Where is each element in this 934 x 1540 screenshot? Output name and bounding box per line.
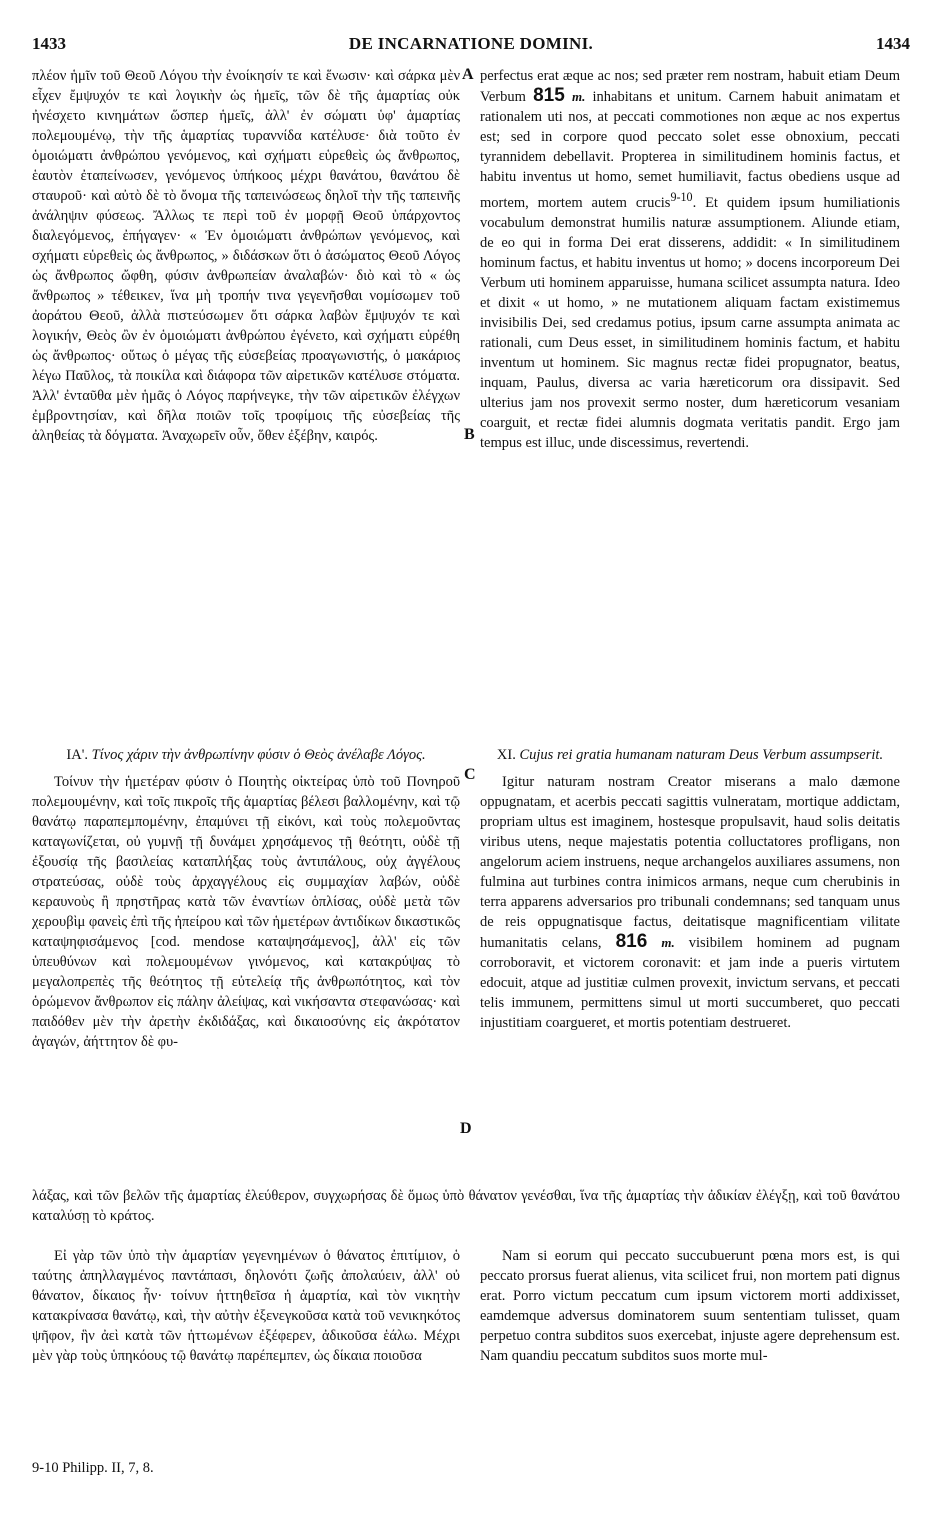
column-number-marker: 816 <box>615 931 648 952</box>
column-number-suffix: m. <box>571 89 586 104</box>
greek-column-section-1 <box>32 66 460 446</box>
latin-column-section-1 <box>480 66 900 453</box>
greek-paragraph: Τοίνυν τὴν ἡμετέραν φύσιν ὁ Ποιητὴς οἰκτείρας ὑπὸ τοῦ Πονηροῦ πολεμουμένην, καὶ τοῖς πικροῖς τῆς ἁμαρτίας βέλεσι βαλλομένην, καὶ τῷ θανάτῳ παραπεμπομένην, ἐπαμύνει τῇ εἰκόνι, καὶ τοὺς πολεμοῦντας καταγωνίζεται, οὐ γυμνῇ τῇ δυνάμει χρησάμενος τῇ θεότητι, οὐδὲ τῇ ἐξουσίᾳ τῆς βασιλείας καταπλήξας τοὺς ἀντιπάλους, οὐχ ἀγγέλους στρατεύσας, οὐδὲ τοὺς ἀρχαγγέλους εἰς συμμαχίαν λαβών, οὐδὲ κεραυνοὺς ἢ πρηστῆρας κατὰ τῶν ἐναντίων ὁπλίσας, οὐδὲ μετὰ τῶν χερουβὶμ φανεὶς ἐπὶ τῆς ἠπείρου καὶ τῶν ἡμετέρων ἀντιδίκων δικαστικῶς καταψηφισάμενος [cod. mendose καταψησάμενος], ἀλλ' εἰς τῶν ὑπευθύνων καὶ πολεμουμένων γινόμενος, καὶ κατακρύψας τὸ μεγαλοπρεπὲς τῆς θεότητος τῇ εὐτελείᾳ τῆς ἀνθρωπότητος, καὶ τὸν ὁρώμενον ἄνθρωπον εἰς πάλην ἀλείψας, καὶ νικήσαντα στεφανώσας· καὶ παιδόθεν μὲν τὴν ἀρετὴν ἐκδιδάξας, καὶ δικαιοσύνης εἰς ἀκρότατον ἀγαγών, ἀήττητον δὲ φυ- <box>32 774 460 1050</box>
latin-paragraph <box>480 772 900 1033</box>
chapter-title: Τίνος χάριν τὴν ἀνθρωπίνην φύσιν ὁ Θεὸς ἀνέλαβε Λόγος. <box>91 747 426 763</box>
latin-text-part: inhabitans et unitum. Carnem habuit animatam et rationalem uti nos, at peccati commotiones non æque ac nos expertus est; sed in corpore quod peccato solet esse obnoxium, peccati tyrannidem debellavit. Propterea in similitudinem hominis factus, et habitu inventus ut homo, semet humiliavit, factus obediens usque ad mortem, mortem autem crucis <box>480 89 901 211</box>
latin-column-section-2 <box>480 746 900 1033</box>
margin-letter-c: C <box>464 766 476 783</box>
greek-full-width-line: λάξας, καὶ τῶν βελῶν τῆς ἁμαρτίας ἐλεύθερον, συγχωρήσας δὲ ὅμως ὑπὸ θάνατον γενέσθαι, ἵνα τῆς ἁμαρτίας τὴν ἀδικίαν ἐλέγξῃ, καὶ τοῦ θανάτου καταλύσῃ τὸ κράτος. <box>32 1188 900 1224</box>
greek-chapter-heading <box>32 746 460 764</box>
latin-text-part: Igitur naturam nostram Creator miserans a malo dæmone oppugnatam, et acerbis peccati sagittis vulneratam, mortique addictam, propriam ultus est imaginem, hostesque propulsavit, haud solis deitatis viribus utens, neque majestatis potentia colluctatores profligans, non angelorum aciem instruens, neque archangelos auxiliares assumens, non fulmina aut turbines contra inimicos armans, neque cum cherubinis in terra apparens adversarios pro tribunali condemnans; sed tanquam unus de reis oppugnatisque factus, deitatisque magnificentiam vilitate humanitatis celans, <box>480 774 900 951</box>
greek-column-section-3 <box>32 1246 460 1366</box>
chapter-title: Cujus rei gratia humanam naturam Deus Verbum assumpserit. <box>519 747 884 763</box>
footnote: 9-10 Philipp. II, 7, 8. <box>32 1460 154 1476</box>
latin-paragraph: Nam si eorum qui peccato succubuerunt pœna mors est, is qui peccato prorsus fuerat alienus, vita scilicet frui, non mortem pati dignus erat. Porro victum peccatum cum ipsum victorem morti addixisset, eamdemque adversus dominatorem suum sententiam tulisset, quam perpetuo contra subditos suos exercebat, injuste agere deprehensum est. Nam quandiu peccatum subditos suos morte mul- <box>480 1248 900 1364</box>
page-header <box>32 34 910 58</box>
running-title: DE INCARNATIONE DOMINI. <box>348 34 594 53</box>
latin-chapter-heading <box>480 746 900 764</box>
footnote-reference: 9-10 <box>670 190 693 204</box>
greek-paragraph: πλέον ἡμῖν τοῦ Θεοῦ Λόγου τὴν ἐνοίκησίν τε καὶ ἕνωσιν· καὶ σάρκα μὲν εἶχεν ἔμψυχόν τε καὶ λογικὴν ὡς ἡμεῖς, τῶν δὲ τῆς ἁμαρτίας οὐκ ἠνέσχετο κινημάτων ὥσπερ ἡμεῖς, ἀλλ' ἐν σώματι ὑφ' ἁμαρτίας πολεμουμένῳ, τὴν τῆς ἁμαρτίας τυραννίδα κατέλυσε· διὰ τοῦτο ἐν ὁμοιώματι ἀνθρώπου γενόμενος, καὶ σχήματι εὑρεθεὶς ὡς ἄνθρωπος, ἑαυτὸν ἐταπείνωσεν, γενόμενος ὑπήκοος μέχρι θανάτου, θανάτου δὲ σταυροῦ· καὶ αὐτὸ δὲ τὸ ὄνομα τῆς ταπεινώσεως δηλοῖ τὴν τῆς ταπεινῆς ἀνάληψιν φύσεως. Ἄλλως τε περὶ τοῦ ἐν μορφῇ Θεοῦ ὑπάρχοντος διαλεγόμενος, ἐπήγαγεν· « Ἐν ὁμοιώματι ἀνθρώπων γενόμενος, καὶ σχήματι εὑρεθεὶς ὡς ἄνθρωπος, » διδάσκων ὅτι ὁ ἀσώματος Θεοῦ Λόγος ὡς ἄνθρωπος ὤφθη, φύσιν ἀνθρωπείαν ἀναλαβών· διὸ καὶ τὸ « ὡς ἄνθρωπος » τέθεικεν, ἵνα μὴ τροπήν τινα γεγενῆσθαι νομίσωμεν τοῦ ἀοράτου Θεοῦ, ἀλλὰ πιστεύσωμεν ὅτι σάρκα λαβὼν ἔμψυχόν τε καὶ λογικήν, Θεὸς ὢν ἐν ὁμοιώματι ἀνθρώπου ἐγένετο, καὶ σχήματι εὑρέθη ὡς ἄνθρωπος· οὕτως ὁ μέγας τῆς εὐσεβείας προαγωνιστής, ὁ μακάριος λέγω Παῦλος, τὰ ποικίλα καὶ διάφορα τῶν αἱρετικῶν κατέλυσε στόματα. Ἀλλ' ἐνταῦθα μὲν ἡμᾶς ὁ Λόγος παρήνεγκε, τὴν τῶν αἱρετικῶν ἐλέγχων ἐμβροντησίαν, καὶ δῆλα ποιῶν τοῖς τροφίμοις τῆς εὐσεβείας τῆς ἀληθείας τὰ δόγματα. Ἀναχωρεῖν οὖν, ὅθεν ἐξέβην, καιρός. <box>32 68 460 444</box>
chapter-number: ΙΑ'. <box>66 747 88 763</box>
greek-paragraph: Εἰ γὰρ τῶν ὑπὸ τὴν ἁμαρτίαν γεγενημένων ὁ θάνατος ἐπιτίμιον, ὁ ταύτης ἀπηλλαγμένος παντάπασι, δηλονότι ζωῆς ἀπολαύειν, ἀλλ' οὐ θάνατον, δίκαιος ἦν· τοίνυν ἡττηθεῖσα ἡ ἁμαρτία, καὶ τὸν νικητὴν κατακρίνασα θανάτῳ, καὶ, τὴν αὐτὴν ἐξενεγκοῦσα κατὰ τοῦ νενικηκότος ψῆφον, ἣν ἀεὶ κατὰ τῶν ἡττωμένων ἐξέφερεν, ἀδικοῦσα ἑάλω. Μέχρι μὲν γὰρ τοὺς ὑπηκόους τῷ θανάτῳ παρέπεμπεν, ὡς δίκαια ποιοῦσα <box>32 1248 460 1364</box>
latin-text-part: . Et quidem ipsum humiliationis vocabulum demonstrat humilis naturæ assumptionem. Aliunde etiam, de eo qui in forma Dei erat disserens, addidit: « In similitudinem hominum factus, et habitu inventus ut homo; » docens incorporeum Dei Verbum uti hominem apparuisse, humana scilicet assumpta natura. Ideo et dixit « ut homo, » ne mutationem aliquam factam existimemus invisibilis Dei, sed credamus potius, ipsum carne assumpta animata ac rationali, cum Deus esset, in similitudinem hominis factum, et habitu inventum ut hominem. Sic magnus rectæ fidei propugnator, beatus, inquam, Paulus, diversa ac varia hæreticorum ora dissipavit. Sed ulterius jam nos provexit sermo noster, dum hæreticorum vesaniam coarguit, et rectæ fidei alumnis dogmata veritatis pandit. Ergo jam tempus est illuc, unde discessimus, revertendi. <box>480 194 900 451</box>
margin-letter-d: D <box>460 1120 472 1137</box>
chapter-number: XI. <box>496 747 516 763</box>
right-page-number: 1434 <box>876 34 910 53</box>
latin-text-part: perfectus erat æque ac nos; sed præter rem nostram, habuit etiam Deum Verbum <box>480 68 900 105</box>
left-page-number: 1433 <box>32 34 66 53</box>
margin-letter-b: B <box>464 426 475 443</box>
latin-text-part: visibilem hominem ad pugnam corroboravit, et victorem coronavit: et jam inde a pueris virtutem edocuit, atque ad justitiæ culmen provexit, invictum servans, et peccati telis immunem, permittens simul ut morti succumberet, quo peccati injustitiam coargueret, et mortis potentiam destrueret. <box>480 935 901 1031</box>
margin-letter-a: A <box>462 66 474 83</box>
greek-column-section-2 <box>32 746 460 1052</box>
column-number-suffix: m. <box>661 935 675 950</box>
latin-column-section-3 <box>480 1246 900 1366</box>
column-number-marker: 815 <box>533 85 565 106</box>
latin-paragraph <box>480 66 900 453</box>
